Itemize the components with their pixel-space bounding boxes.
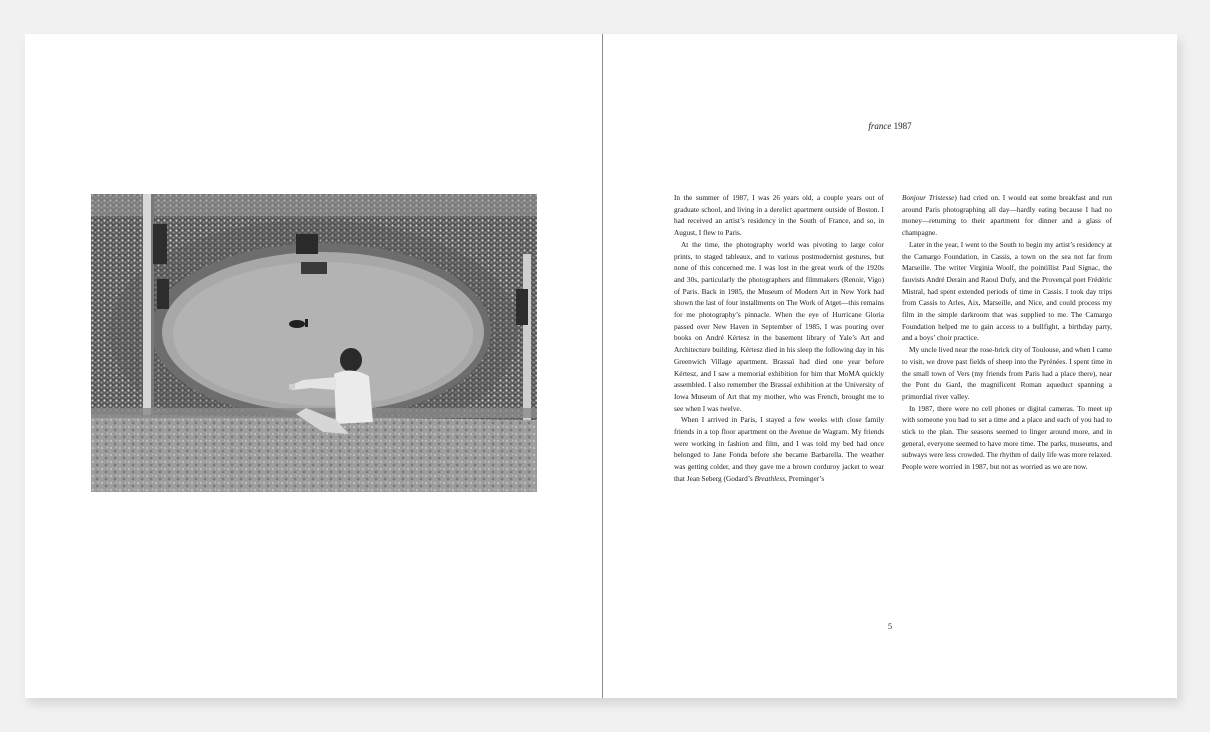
paragraph-text-tail: , Preminger’s <box>785 473 825 483</box>
paragraph-text: When I arrived in Paris, I stayed a few weeks with close family friends in a top floor apartment on the Avenue de Wagram. My friends were working in fashion and film, and I was told my bed had once belonged to Jane Fonda before she became Barbarella. The weather was getting colder, and they gave me a brown corduroy jacket to wear that Jean Seberg (Godard’s <box>674 415 884 483</box>
paragraph: In the summer of 1987, I was 26 years old, a couple years out of graduate school, and living in a derelict apartment outside of Boston. I had received an artist’s residency in the South of France, and so, in August, I flew to Paris. <box>674 193 884 238</box>
running-head-title: france <box>868 121 892 131</box>
paragraph: In 1987, there were no cell phones or digital cameras. To meet up with someone you had to set a time and a place and each of you had to stick to the plan. The seasons seemed to linger around more, and in general, everyone seemed to have more time. The parks, museums, and subways were less crowded. The rhythm of daily life was more relaxed. People were worried in 1987, but not as worried as we are now. <box>902 403 1112 472</box>
paragraph <box>674 414 884 484</box>
paragraph <box>902 192 1112 239</box>
bullring-photograph <box>91 194 537 492</box>
running-head <box>603 121 1177 131</box>
running-head-year: 1987 <box>893 121 912 131</box>
paragraph: At the time, the photography world was pivoting to large color prints, to staged tableaux, and to various postmodernist gestures, but none of this concerned me. I was lost in the great work of the 1920s and 30s, particularly the photographers and filmmakers (Renoir, Vigo) of Paris. Back in 1985, the Museum of Modern Art in New York had shown the last of four installments on The Work of Atget—this remains for me photography’s pinnacle. When the eye of Hurricane Gloria passed over New Haven in September of 1985, I was pouring over books on André Kértesz in the basement library of Yale’s Art and Architecture building. Kértesz died in his sleep the following day in his Greenwich Village apartment. Brassaï had died one year before Kértesz, and I saw a memorial exhibition for him that MoMA quickly assembled. I also remember the Brassaï exhibition at the University of Iowa Museum of Art that my mother, who was French, brought me to see when I was twelve. <box>674 239 884 413</box>
paragraph: Later in the year, I went to the South to begin my artist’s residency at the Camargo Foundation, in Cassis, a town on the sea not far from Marseille. The writer Virginia Woolf, the pointillist Paul Signac, the fauvists André Derain and Raoul Dufy, and the Provençal poet Frédéric Mistral, had spent extended periods of time in Cassis. I took day trips from Cassis to Arles, Aix, Marseille, and Nice, and could process my film in the simple darkroom that was supplied to me. The Camargo Foundation helped me to gain access to a bullfight, a birthday party, and a boys’ choir practice. <box>902 239 1112 343</box>
text-column-right <box>902 192 1112 473</box>
film-title-italic: Breathless <box>754 473 786 483</box>
right-page <box>603 34 1177 698</box>
film-title-italic: Bonjour Tristesse <box>902 193 955 202</box>
left-page <box>25 34 602 698</box>
paragraph: My uncle lived near the rose-brick city of Toulouse, and when I came to visit, we drove past fields of sheep into the Pyrénées. I spent time in the small town of Vers (my friends from Paris had a place there), near the Pont du Gard, the magnificent Roman aqueduct spanning a primordial river valley. <box>902 345 1112 401</box>
book-spread <box>25 34 1177 698</box>
text-column-left <box>674 192 884 485</box>
page-number: 5 <box>887 621 893 631</box>
paragraph-text: ) had cried on. I would eat some breakfast and run around Paris photographing all day—hardly eating because I had no money—returning to their apartment for dinner and a glass of champagne. <box>902 193 1112 238</box>
